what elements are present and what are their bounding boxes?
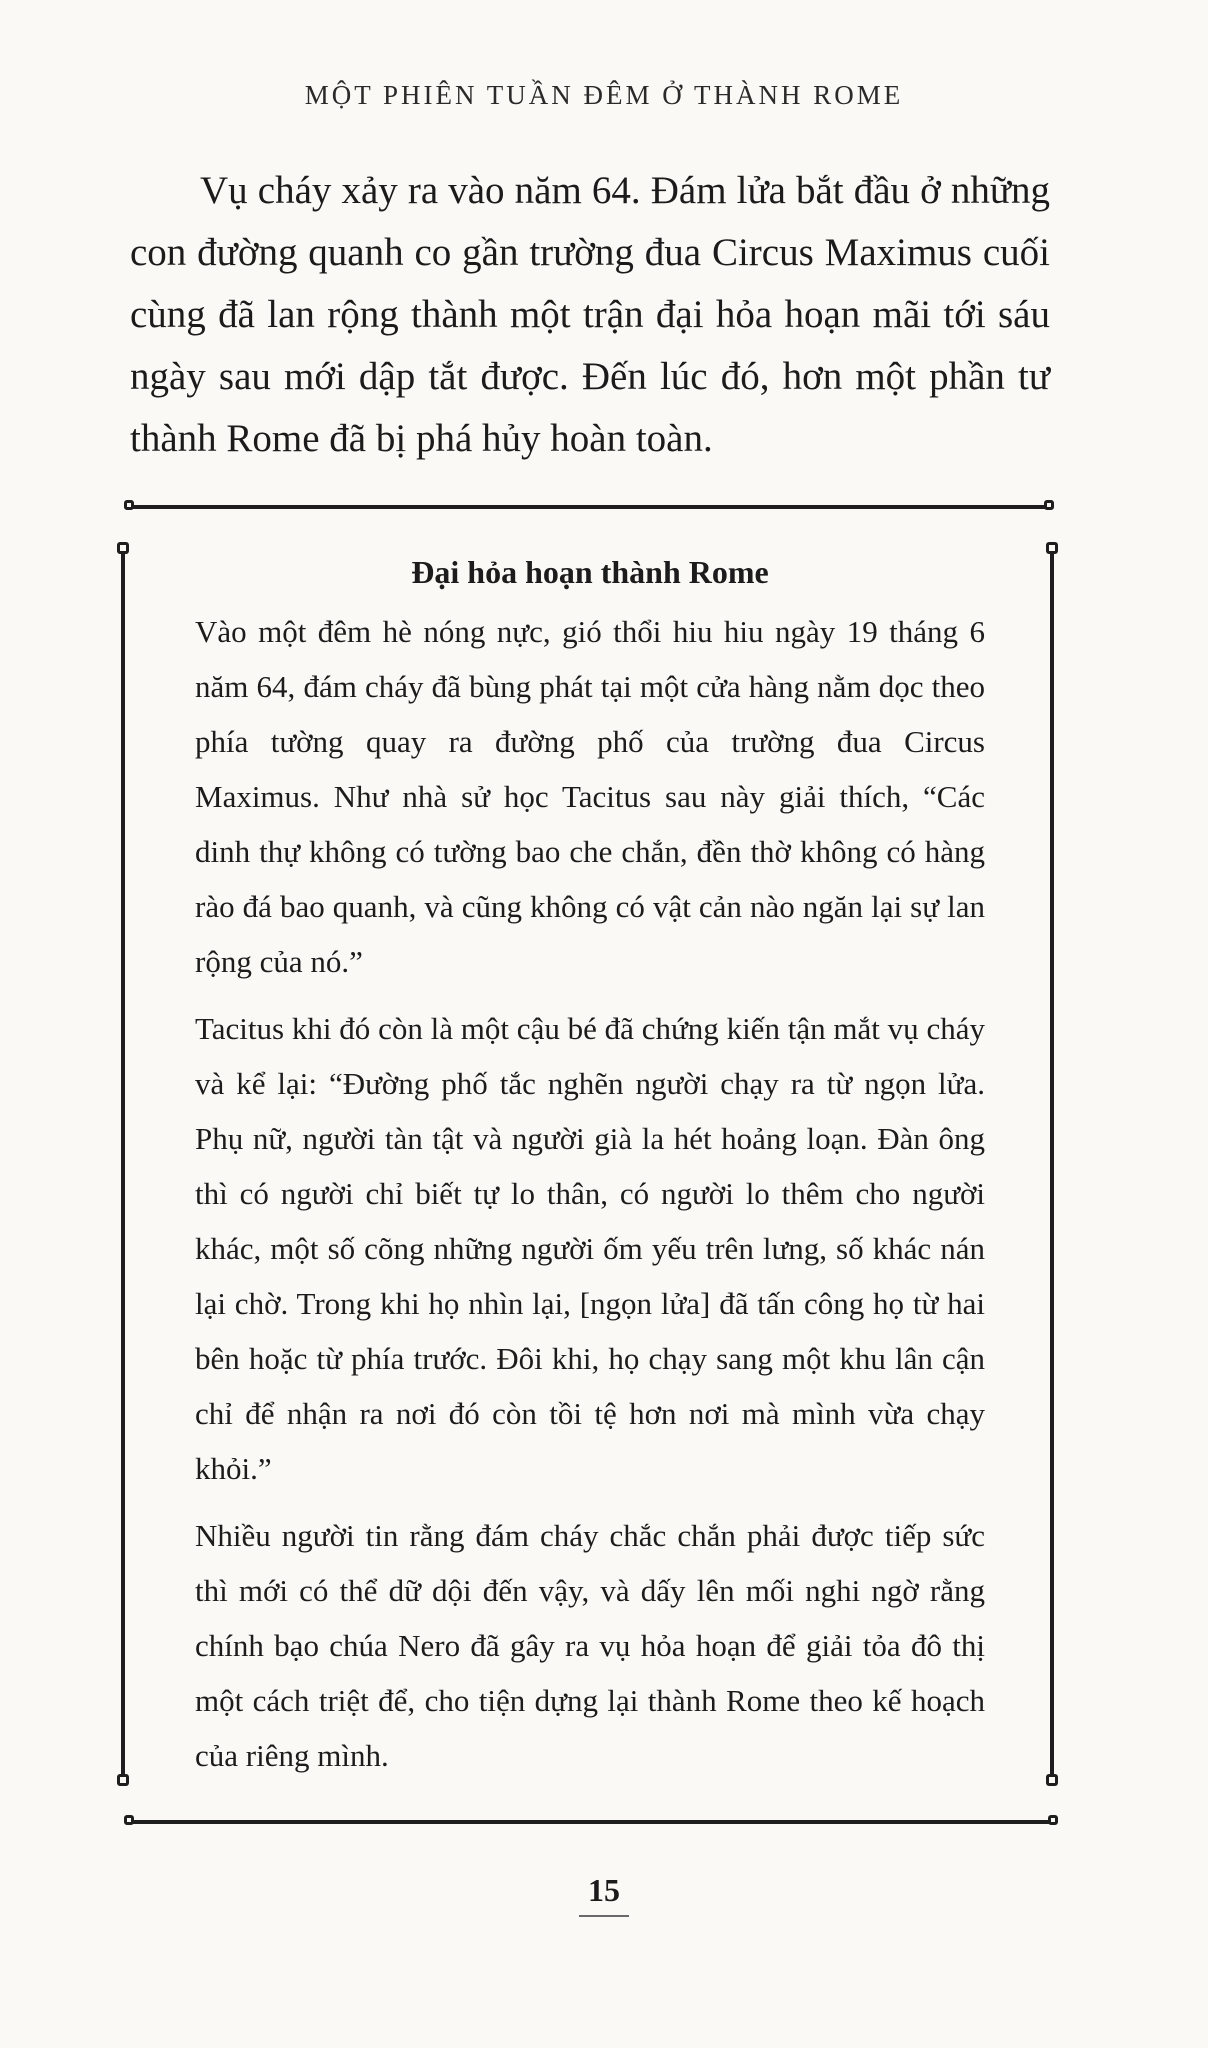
page-number: 15 xyxy=(588,1872,620,1908)
right-border-bottom-cap xyxy=(1046,1774,1058,1786)
sidebar-paragraph: Nhiều người tin rằng đám cháy chắc chắn phải được tiếp sức thì mới có thể dữ dội đến vậy, và dấy lên mối nghi ngờ rằng chính bạo chúa Nero đã gây ra vụ hỏa hoạn để giải tỏa đô thị một cách triệt để, cho tiện dựng lại thành Rome theo kế hoạch của riêng mình. xyxy=(195,1518,985,1773)
running-head: MỘT PHIÊN TUẦN ĐÊM Ở THÀNH ROME xyxy=(304,80,904,110)
bottom-rule-right-cap xyxy=(1048,1815,1058,1825)
left-border-top-cap xyxy=(117,542,129,554)
sidebar-bottom-rule xyxy=(128,1820,1054,1824)
bottom-rule-left-cap xyxy=(124,1815,134,1825)
sidebar-left-border xyxy=(121,548,125,1780)
sidebar-title: Đại hỏa hoạn thành Rome xyxy=(411,554,769,590)
right-border-top-cap xyxy=(1046,542,1058,554)
sidebar-right-border xyxy=(1050,548,1054,1780)
top-rule-left-cap xyxy=(124,500,134,510)
sidebar-paragraph: Vào một đêm hè nóng nực, gió thổi hiu hiu ngày 19 tháng 6 năm 64, đám cháy đã bùng phát tại một cửa hàng nằm dọc theo phía tường quay ra đường phố của trường đua Circus Maximus. Như nhà sử học Tacitus sau này giải thích, “Các dinh thự không có tường bao che chắn, đền thờ không có hàng rào đá bao quanh, và cũng không có vật cản nào ngăn lại sự lan rộng của nó.” xyxy=(195,614,985,979)
sidebar-box xyxy=(195,548,985,1795)
top-rule-right-cap xyxy=(1044,500,1054,510)
page-number-underline xyxy=(579,1915,629,1917)
sidebar-top-rule xyxy=(128,505,1050,509)
sidebar-paragraph: Tacitus khi đó còn là một cậu bé đã chứng kiến tận mắt vụ cháy và kể lại: “Đường phố tắc nghẽn người chạy ra từ ngọn lửa. Phụ nữ, người tàn tật và người già la hét hoảng loạn. Đàn ông thì có người chỉ biết tự lo thân, có người lo thêm cho người khác, một số cõng những người ốm yếu trên lưng, số khác nán lại chờ. Trong khi họ nhìn lại, [ngọn lửa] đã tấn công họ từ hai bên hoặc từ phía trước. Đôi khi, họ chạy sang một khu lân cận chỉ để nhận ra nơi đó còn tồi tệ hơn nơi mà mình vừa chạy khỏi.” xyxy=(195,1011,985,1486)
left-border-bottom-cap xyxy=(117,1774,129,1786)
intro-paragraph: Vụ cháy xảy ra vào năm 64. Đám lửa bắt đầu ở những con đường quanh co gần trường đua Circus Maximus cuối cùng đã lan rộng thành một trận đại hỏa hoạn mãi tới sáu ngày sau mới dập tắt được. Đến lúc đó, hơn một phần tư thành Rome đã bị phá hủy hoàn toàn. xyxy=(130,169,1050,460)
